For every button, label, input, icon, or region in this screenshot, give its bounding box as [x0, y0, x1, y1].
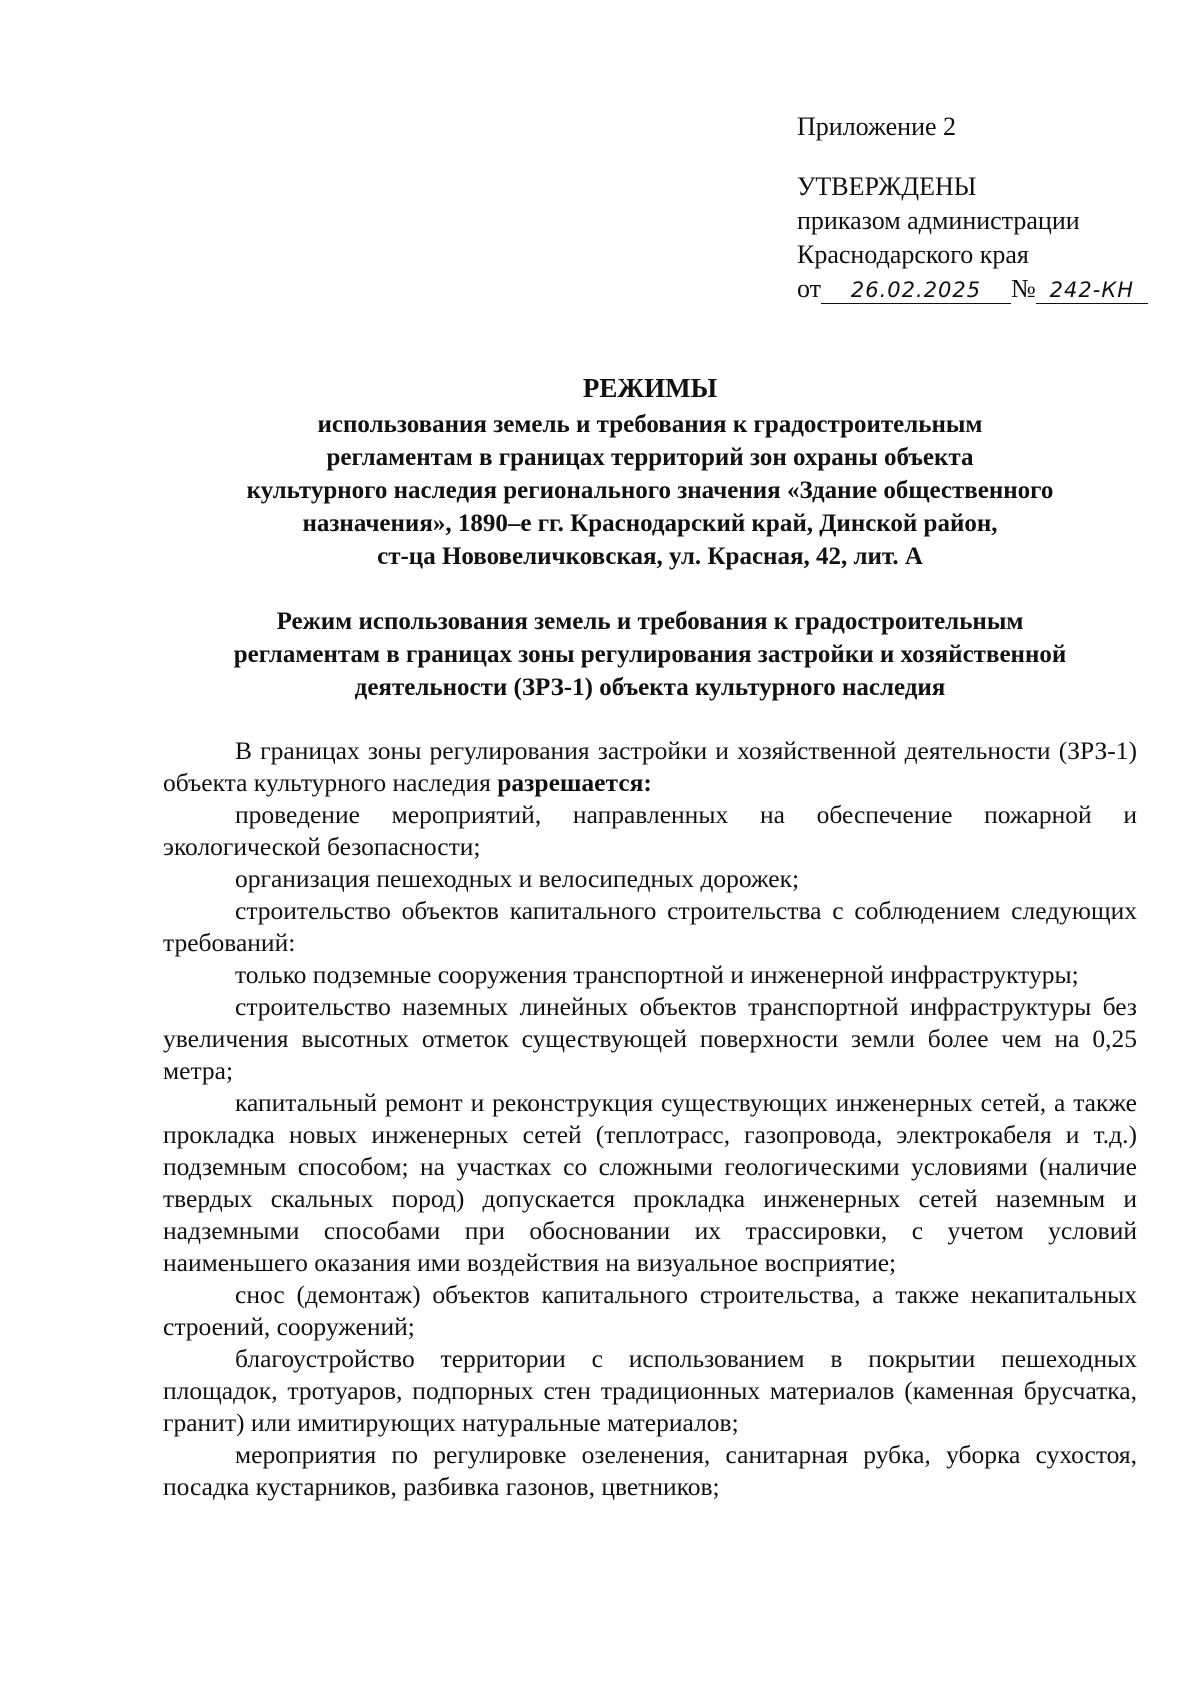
list-item: строительство объектов капитального строительства с соблюдением следующих требований:	[163, 896, 1137, 957]
list-item: организация пешеходных и велосипедных дорожек;	[235, 864, 800, 893]
list-item: капитальный ремонт и реконструкция существующих инженерных сетей, а также прокладка новых инженерных сетей (теплотрасс, газопровода, электрокабеля и т.д.) подземным способом; на участках со сложными геологическими условиями (наличие твердых скальных пород) допускается прокладка инженерных сетей наземным и надземными способами при обосновании их трассировки, с учетом условий наименьшего оказания ими воздействия на визуальное восприятие;	[163, 1088, 1137, 1277]
approved-label: УТВЕРЖДЕНЫ	[797, 172, 977, 201]
title-main: РЕЖИМЫ	[582, 373, 718, 403]
document-title	[150, 370, 1150, 573]
section-heading-line: деятельности (ЗРЗ-1) объекта культурного наследия	[354, 674, 946, 701]
list-item: только подземные сооружения транспортной и инженерной инфраструктуры;	[235, 960, 1079, 989]
list-item: мероприятия по регулировке озеленения, санитарная рубка, уборка сухостоя, посадка кустарников, разбивка газонов, цветников;	[163, 1440, 1137, 1501]
approval-block	[797, 110, 1135, 306]
title-line: ст-ца Нововеличковская, ул. Красная, 42, лит. А	[377, 543, 923, 570]
appendix-label: Приложение 2	[797, 112, 957, 141]
number-label: №	[1011, 274, 1036, 303]
intro-bold: разрешается:	[497, 768, 652, 797]
section-heading-line: регламентам в границах зоны регулирования застройки и хозяйственной	[233, 641, 1067, 668]
title-line: культурного наследия регионального значения «Здание общественного	[246, 477, 1054, 504]
order-line-2: Краснодарского края	[797, 240, 1029, 269]
list-item: проведение мероприятий, направленных на обеспечение пожарной и экологической безопасности;	[163, 800, 1137, 861]
handwritten-date: 26.02.2025	[821, 277, 1011, 304]
handwritten-number: 242-КН	[1036, 277, 1148, 304]
list-item: благоустройство территории с использованием в покрытии пешеходных площадок, тротуаров, подпорных стен традиционных материалов (каменная брусчатка, гранит) или имитирующих натуральные материалов;	[163, 1344, 1137, 1437]
body-text	[163, 735, 1137, 1503]
section-heading	[160, 605, 1140, 704]
intro-paragraph	[163, 735, 1137, 799]
title-line: регламентам в границах территорий зон охраны объекта	[326, 444, 974, 471]
list-item: строительство наземных линейных объектов транспортной инфраструктуры без увеличения высотных отметок существующей поверхности земли более чем на 0,25 метра;	[163, 992, 1137, 1085]
intro-text: В границах зоны регулирования застройки и хозяйственной деятельности (ЗРЗ-1) объекта культурного наследия	[163, 736, 1137, 797]
list-item: снос (демонтаж) объектов капитального строительства, а также некапитальных строений, сооружений;	[163, 1280, 1137, 1341]
from-label: от	[797, 274, 822, 303]
title-line: назначения», 1890–е гг. Краснодарский край, Динской район,	[302, 510, 998, 537]
order-date-line	[797, 272, 1135, 306]
title-line: использования земель и требования к градостроительным	[317, 411, 983, 438]
section-heading-line: Режим использования земель и требования к градостроительным	[276, 608, 1024, 635]
order-line-1: приказом администрации	[797, 206, 1080, 235]
